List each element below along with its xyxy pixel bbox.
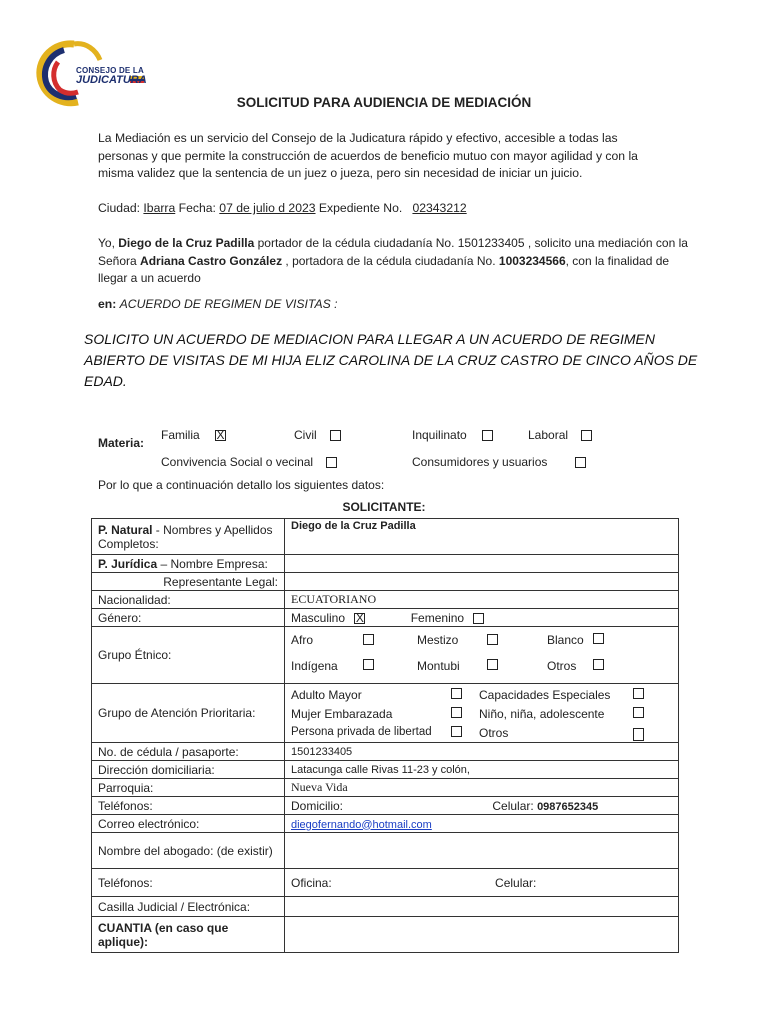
- oficina-label: Oficina:: [291, 875, 332, 890]
- embarazada-label: Mujer Embarazada: [291, 707, 393, 721]
- otros2-checkbox[interactable]: [633, 728, 644, 741]
- juridica-label: P. Jurídica: [98, 556, 158, 571]
- cuantia-label: CUANTIA (en caso que aplique):: [92, 917, 285, 953]
- applicant-name: Diego de la Cruz Padilla: [118, 236, 255, 250]
- consumidores-label: Consumidores y usuarios: [412, 455, 548, 469]
- yo-text-2: portador de la cédula ciudadanía No. 1501233405 , solicito una mediación con la Señora: [98, 236, 688, 268]
- table-row: [92, 761, 679, 779]
- prioritaria-label: Grupo de Atención Prioritaria:: [92, 684, 285, 743]
- other-party-name: Adriana Castro González: [140, 253, 283, 268]
- nacionalidad-value[interactable]: ECUATORIANO: [285, 591, 679, 609]
- blanco-checkbox[interactable]: [593, 633, 604, 644]
- indigena-label: Indígena: [291, 659, 338, 673]
- genero-options: [285, 609, 679, 627]
- capacidades-checkbox[interactable]: [633, 688, 644, 699]
- juridica-label-rest: – Nombre Empresa:: [157, 556, 268, 571]
- table-row: [92, 591, 679, 609]
- telefonos-values: [285, 797, 679, 815]
- representante-value[interactable]: [285, 573, 679, 591]
- celular-label: Celular:: [492, 798, 534, 813]
- nino-label: Niño, niña, adolescente: [479, 707, 605, 721]
- capacidades-label: Capacidades Especiales: [479, 688, 611, 702]
- privada-label: Persona privada de libertad: [291, 726, 432, 738]
- otros2-label: Otros: [479, 726, 509, 740]
- table-row: [92, 684, 679, 743]
- adulto-checkbox[interactable]: [451, 688, 462, 699]
- telefonos2-label: Teléfonos:: [92, 869, 285, 897]
- mestizo-checkbox[interactable]: [487, 634, 498, 645]
- logo-text-top: CONSEJO DE LA: [76, 66, 144, 75]
- correo-label: Correo electrónico:: [92, 815, 285, 833]
- abogado-label: Nombre del abogado: (de existir): [92, 833, 285, 869]
- etnico-options: [285, 627, 679, 684]
- ciudad-value: Ibarra: [143, 201, 176, 215]
- juridica-label-cell: [92, 555, 285, 573]
- meta-line: [98, 201, 467, 215]
- civil-label: Civil: [294, 428, 317, 442]
- genero-label: Género:: [92, 609, 285, 627]
- materia-consumidores: [412, 455, 586, 469]
- table-row: [92, 627, 679, 684]
- representante-label: Representante Legal:: [92, 573, 285, 591]
- expediente-label: Expediente No.: [318, 201, 403, 215]
- familia-label: Familia: [161, 428, 200, 442]
- convivencia-label: Convivencia Social o vecinal: [161, 455, 314, 469]
- abogado-value[interactable]: [285, 833, 679, 869]
- expediente-value: 02343212: [412, 201, 467, 215]
- masculino-label: Masculino: [291, 610, 346, 625]
- correo-link[interactable]: diegofernando@hotmail.com: [291, 818, 432, 831]
- table-row: [92, 519, 679, 555]
- fecha-value: 07 de julio d 2023: [219, 201, 316, 215]
- materia-convivencia: [161, 455, 337, 469]
- montubi-checkbox[interactable]: [487, 659, 498, 670]
- cedula-value[interactable]: 1501233405: [285, 743, 679, 761]
- afro-label: Afro: [291, 633, 314, 647]
- prioritaria-options: [285, 684, 679, 743]
- inquilinato-label: Inquilinato: [412, 428, 467, 442]
- celular2-label: Celular:: [495, 875, 537, 890]
- etnico-label: Grupo Étnico:: [92, 627, 285, 684]
- table-row: [92, 917, 679, 953]
- casilla-label: Casilla Judicial / Electrónica:: [92, 897, 285, 917]
- cedula-label: No. de cédula / pasaporte:: [92, 743, 285, 761]
- parroquia-label: Parroquia:: [92, 779, 285, 797]
- parroquia-value[interactable]: Nueva Vida: [285, 779, 679, 797]
- declaration-paragraph: [98, 235, 698, 288]
- casilla-value[interactable]: [285, 897, 679, 917]
- table-row: [92, 609, 679, 627]
- natural-label-rest: - Nombres y Apellidos Completos:: [98, 522, 273, 551]
- natural-label-cell: [92, 519, 285, 555]
- logo-text-bottom: JUDICATURA: [76, 74, 147, 86]
- telefonos2-values: [285, 869, 679, 897]
- celular-value[interactable]: 0987652345: [537, 800, 599, 813]
- applicant-table: [91, 518, 679, 953]
- adulto-label: Adulto Mayor: [291, 688, 362, 702]
- ciudad-label: Ciudad:: [98, 201, 141, 215]
- laboral-label: Laboral: [528, 428, 569, 442]
- materia-familia: [161, 428, 226, 442]
- materia-civil: [294, 428, 341, 442]
- inquilinato-checkbox[interactable]: [482, 430, 493, 441]
- materia-inquilinato: [412, 428, 493, 442]
- civil-checkbox[interactable]: [330, 430, 341, 441]
- table-row: [92, 869, 679, 897]
- table-row: [92, 555, 679, 573]
- nacionalidad-label: Nacionalidad:: [92, 591, 285, 609]
- fecha-label: Fecha:: [178, 201, 216, 215]
- en-value: ACUERDO DE REGIMEN DE VISITAS :: [119, 297, 338, 311]
- privada-checkbox[interactable]: [451, 726, 462, 737]
- telefonos-label: Teléfonos:: [92, 797, 285, 815]
- convivencia-checkbox[interactable]: [326, 457, 337, 468]
- direccion-value[interactable]: Latacunga calle Rivas 11-23 y colón,: [285, 761, 679, 779]
- table-row: [92, 897, 679, 917]
- yo-text-3: , portadora de la cédula ciudadanía No.: [282, 253, 499, 268]
- en-label: en:: [98, 297, 117, 311]
- afro-checkbox[interactable]: [363, 634, 374, 645]
- yo-text-4: , con la finalidad de llegar a un acuerdo: [98, 253, 670, 285]
- document-title: SOLICITUD PARA AUDIENCIA DE MEDIACIÓN: [236, 95, 532, 110]
- nino-checkbox[interactable]: [633, 707, 644, 718]
- solicitante-heading: SOLICITANTE:: [342, 500, 426, 514]
- direccion-label: Dirección domiciliaria:: [92, 761, 285, 779]
- otros-label: Otros: [547, 659, 577, 673]
- blanco-label: Blanco: [547, 633, 584, 647]
- en-line: [98, 297, 338, 311]
- familia-checkbox[interactable]: X: [216, 428, 225, 443]
- cuantia-value[interactable]: [285, 917, 679, 953]
- masculino-checkbox[interactable]: X: [355, 610, 364, 625]
- materia-laboral: [528, 428, 592, 442]
- natural-value[interactable]: Diego de la Cruz Padilla: [285, 519, 679, 555]
- embarazada-checkbox[interactable]: [451, 707, 462, 718]
- other-party-id: 1003234566: [498, 253, 566, 268]
- continuation-text: Por lo que a continuación detallo los siguientes datos:: [98, 478, 385, 492]
- intro-paragraph: La Mediación es un servicio del Consejo de la Judicatura rápido y efectivo, accesible a todas las personas y que permite la construcción de acuerdos de beneficio mutuo con mayor agilidad y con la misma validez que la sentencia de un juez o jueza, pero sin necesidad de iniciar un juicio.: [98, 131, 638, 180]
- correo-cell: [285, 815, 679, 833]
- juridica-value[interactable]: [285, 555, 679, 573]
- domicilio-label: Domicilio:: [291, 798, 344, 813]
- yo-text-1: Yo,: [98, 236, 119, 250]
- consumidores-checkbox[interactable]: [575, 457, 586, 468]
- mestizo-label: Mestizo: [417, 633, 459, 647]
- natural-label: P. Natural: [98, 522, 153, 537]
- table-row: [92, 779, 679, 797]
- laboral-checkbox[interactable]: [581, 430, 592, 441]
- femenino-checkbox[interactable]: [473, 613, 484, 624]
- indigena-checkbox[interactable]: [363, 659, 374, 670]
- table-row: [92, 833, 679, 869]
- femenino-label: Femenino: [410, 610, 465, 625]
- montubi-label: Montubi: [417, 659, 460, 673]
- table-row: [92, 573, 679, 591]
- table-row: [92, 797, 679, 815]
- request-statement: SOLICITO UN ACUERDO DE MEDIACION PARA LLEGAR A UN ACUERDO DE REGIMEN ABIERTO DE VISITAS DE MI HIJA ELIZ CAROLINA DE LA CRUZ CASTRO DE CINCO AÑOS DE EDAD.: [84, 331, 698, 389]
- materia-label: Materia:: [98, 436, 145, 450]
- otros-checkbox[interactable]: [593, 659, 604, 670]
- table-row: [92, 743, 679, 761]
- table-row: [92, 815, 679, 833]
